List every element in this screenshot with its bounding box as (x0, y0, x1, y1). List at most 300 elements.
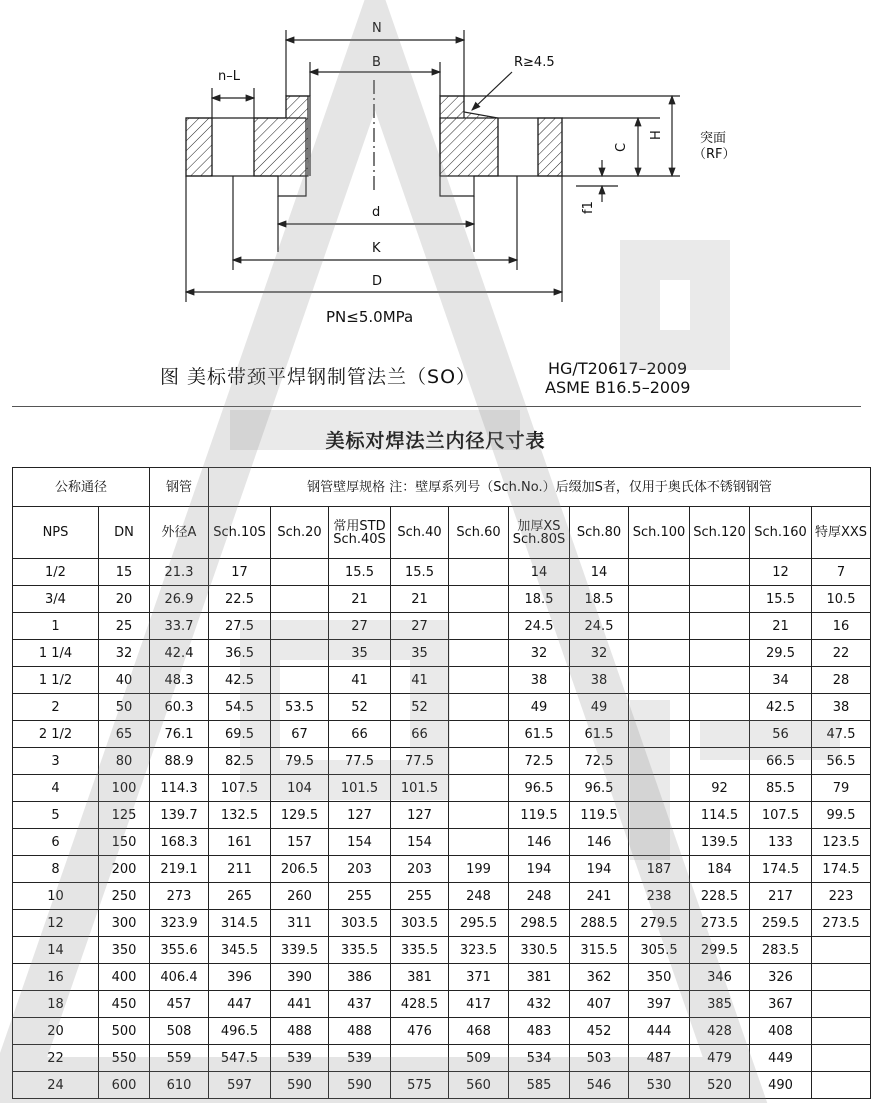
table-cell: 21 (750, 613, 812, 640)
table-cell: 487 (629, 1045, 690, 1072)
table-cell: 61.5 (570, 721, 629, 748)
column-header: Sch.80 (570, 507, 629, 559)
table-cell: 483 (509, 1018, 570, 1045)
table-cell: 18 (13, 991, 99, 1018)
table-cell: 76.1 (150, 721, 209, 748)
table-cell: 174.5 (750, 856, 812, 883)
table-cell: 6 (13, 829, 99, 856)
table-cell: 66 (391, 721, 449, 748)
table-cell: 96.5 (570, 775, 629, 802)
table-cell: 33.7 (150, 613, 209, 640)
table-cell: 38 (570, 667, 629, 694)
table-cell (690, 586, 750, 613)
table-cell (629, 559, 690, 586)
table-cell (629, 586, 690, 613)
table-cell: 437 (329, 991, 391, 1018)
table-cell (449, 829, 509, 856)
table-cell: 452 (570, 1018, 629, 1045)
table-cell: 305.5 (629, 937, 690, 964)
table-cell: 41 (391, 667, 449, 694)
table-row (13, 1072, 871, 1099)
table-cell: 406.4 (150, 964, 209, 991)
table-cell (690, 694, 750, 721)
table-cell: 407 (570, 991, 629, 1018)
table-cell (629, 694, 690, 721)
table-cell: 597 (209, 1072, 271, 1099)
table-cell (812, 1045, 871, 1072)
raised-face-label: 突面 (700, 131, 727, 146)
table-cell: 238 (629, 883, 690, 910)
table-cell: 24 (13, 1072, 99, 1099)
table-cell: 444 (629, 1018, 690, 1045)
table-cell: 449 (750, 1045, 812, 1072)
table-cell: 14 (509, 559, 570, 586)
table-cell: 61.5 (509, 721, 570, 748)
table-cell (629, 640, 690, 667)
table-cell: 397 (629, 991, 690, 1018)
table-cell (271, 613, 329, 640)
dim-f1-label: f1 (581, 201, 596, 214)
table-cell: 69.5 (209, 721, 271, 748)
dim-d-label: d (372, 205, 381, 220)
table-cell: 40 (99, 667, 150, 694)
table-cell: 32 (509, 640, 570, 667)
table-cell: 56.5 (812, 748, 871, 775)
table-cell: 199 (449, 856, 509, 883)
table-cell: 129.5 (271, 802, 329, 829)
table-cell: 390 (271, 964, 329, 991)
table-cell: 265 (209, 883, 271, 910)
table-cell: 1 1/4 (13, 640, 99, 667)
table-cell: 60.3 (150, 694, 209, 721)
table-cell: 35 (329, 640, 391, 667)
table-cell: 590 (329, 1072, 391, 1099)
table-cell: 241 (570, 883, 629, 910)
table-cell: 447 (209, 991, 271, 1018)
table-cell: 168.3 (150, 829, 209, 856)
table-cell: 1/2 (13, 559, 99, 586)
column-header: Sch.20 (271, 507, 329, 559)
table-cell: 362 (570, 964, 629, 991)
table-cell: 610 (150, 1072, 209, 1099)
table-cell: 27 (329, 613, 391, 640)
table-row (13, 856, 871, 883)
table-cell: 133 (750, 829, 812, 856)
table-cell: 16 (13, 964, 99, 991)
table-cell: 79 (812, 775, 871, 802)
dim-K-label: K (372, 241, 381, 256)
table-cell (449, 559, 509, 586)
table-cell: 330.5 (509, 937, 570, 964)
table-cell: 38 (812, 694, 871, 721)
table-cell: 298.5 (509, 910, 570, 937)
table-cell: 114.3 (150, 775, 209, 802)
table-cell: 311 (271, 910, 329, 937)
table-cell (449, 694, 509, 721)
table-cell: 50 (99, 694, 150, 721)
table-cell (449, 613, 509, 640)
table-cell: 315.5 (570, 937, 629, 964)
table-cell: 127 (391, 802, 449, 829)
column-header: 常用STD Sch.40S (329, 507, 391, 559)
table-cell: 350 (99, 937, 150, 964)
table-cell: 16 (812, 613, 871, 640)
table-cell: 14 (13, 937, 99, 964)
table-cell: 123.5 (812, 829, 871, 856)
table-cell: 5 (13, 802, 99, 829)
table-cell: 335.5 (329, 937, 391, 964)
table-cell: 79.5 (271, 748, 329, 775)
table-cell: 54.5 (209, 694, 271, 721)
table-cell: 300 (99, 910, 150, 937)
table-cell: 21.3 (150, 559, 209, 586)
table-cell (690, 721, 750, 748)
table-cell: 24.5 (509, 613, 570, 640)
table-cell: 29.5 (750, 640, 812, 667)
table-cell: 248 (509, 883, 570, 910)
table-cell: 255 (391, 883, 449, 910)
table-cell: 66.5 (750, 748, 812, 775)
figure-caption: 图 美标带颈平焊钢制管法兰（SO） (160, 366, 477, 388)
table-cell: 32 (570, 640, 629, 667)
table-cell: 104 (271, 775, 329, 802)
table-cell: 25 (99, 613, 150, 640)
table-cell: 119.5 (570, 802, 629, 829)
table-row (13, 748, 871, 775)
table-cell: 77.5 (391, 748, 449, 775)
dim-H-label: H (649, 130, 664, 140)
radius-label: R≥4.5 (514, 55, 555, 70)
dim-B-label: B (372, 55, 381, 70)
table-cell: 114.5 (690, 802, 750, 829)
table-cell: 35 (391, 640, 449, 667)
table-cell: 28 (812, 667, 871, 694)
table-cell: 500 (99, 1018, 150, 1045)
table-cell: 303.5 (391, 910, 449, 937)
table-cell (629, 667, 690, 694)
table-cell: 546 (570, 1072, 629, 1099)
table-cell: 22 (812, 640, 871, 667)
table-cell: 273.5 (812, 910, 871, 937)
table-cell: 18.5 (509, 586, 570, 613)
table-cell: 367 (750, 991, 812, 1018)
table-cell: 288.5 (570, 910, 629, 937)
table-row (13, 1045, 871, 1072)
table-cell: 248 (449, 883, 509, 910)
table-cell: 36.5 (209, 640, 271, 667)
column-header: Sch.100 (629, 507, 690, 559)
table-cell: 53.5 (271, 694, 329, 721)
table-cell: 350 (629, 964, 690, 991)
table-cell: 139.5 (690, 829, 750, 856)
table-cell: 32 (99, 640, 150, 667)
table-cell: 441 (271, 991, 329, 1018)
table-cell: 125 (99, 802, 150, 829)
table-cell: 559 (150, 1045, 209, 1072)
table-cell: 194 (509, 856, 570, 883)
table-cell: 72.5 (570, 748, 629, 775)
column-header: 特厚XXS (812, 507, 871, 559)
table-cell: 52 (391, 694, 449, 721)
table-cell: 26.9 (150, 586, 209, 613)
column-header: Sch.10S (209, 507, 271, 559)
table-cell: 15.5 (329, 559, 391, 586)
table-cell: 99.5 (812, 802, 871, 829)
column-header: DN (99, 507, 150, 559)
table-cell: 539 (271, 1045, 329, 1072)
table-cell: 82.5 (209, 748, 271, 775)
table-cell: 154 (329, 829, 391, 856)
table-cell: 217 (750, 883, 812, 910)
table-cell: 2 1/2 (13, 721, 99, 748)
table-cell: 194 (570, 856, 629, 883)
table-cell (449, 775, 509, 802)
rf-label: （RF） (693, 147, 736, 162)
table-row (13, 883, 871, 910)
table-cell: 200 (99, 856, 150, 883)
table-cell: 3 (13, 748, 99, 775)
table-cell (449, 802, 509, 829)
pipe-header: 钢管 (150, 468, 209, 507)
table-cell: 260 (271, 883, 329, 910)
column-header: Sch.160 (750, 507, 812, 559)
table-cell: 590 (271, 1072, 329, 1099)
standard-hg: HG/T20617–2009 (548, 359, 688, 378)
table-cell (629, 748, 690, 775)
table-cell: 600 (99, 1072, 150, 1099)
table-cell: 48.3 (150, 667, 209, 694)
table-cell: 323.9 (150, 910, 209, 937)
column-header: NPS (13, 507, 99, 559)
table-cell (449, 748, 509, 775)
table-cell: 323.5 (449, 937, 509, 964)
table-cell (629, 613, 690, 640)
table-cell (449, 586, 509, 613)
table-cell: 488 (271, 1018, 329, 1045)
table-cell: 8 (13, 856, 99, 883)
table-cell: 476 (391, 1018, 449, 1045)
table-cell: 279.5 (629, 910, 690, 937)
table-cell: 417 (449, 991, 509, 1018)
table-cell: 299.5 (690, 937, 750, 964)
table-row (13, 559, 871, 586)
table-cell: 396 (209, 964, 271, 991)
table-cell (629, 775, 690, 802)
table-cell: 47.5 (812, 721, 871, 748)
pressure-label: PN≤5.0MPa (326, 308, 414, 326)
table-cell: 314.5 (209, 910, 271, 937)
table-cell: 21 (329, 586, 391, 613)
table-row (13, 775, 871, 802)
table-cell: 20 (13, 1018, 99, 1045)
table-cell: 219.1 (150, 856, 209, 883)
table-cell: 42.4 (150, 640, 209, 667)
column-header: Sch.40 (391, 507, 449, 559)
table-cell: 49 (570, 694, 629, 721)
table-row (13, 802, 871, 829)
table-row (13, 586, 871, 613)
table-cell: 27 (391, 613, 449, 640)
table-cell: 428 (690, 1018, 750, 1045)
table-cell: 355.6 (150, 937, 209, 964)
dim-N-label: N (372, 21, 382, 36)
table-cell (812, 1072, 871, 1099)
table-cell (271, 586, 329, 613)
table-cell: 211 (209, 856, 271, 883)
table-cell: 432 (509, 991, 570, 1018)
table-cell: 550 (99, 1045, 150, 1072)
table-cell (629, 721, 690, 748)
table-cell: 7 (812, 559, 871, 586)
table-cell: 100 (99, 775, 150, 802)
table-cell: 530 (629, 1072, 690, 1099)
table-cell: 146 (570, 829, 629, 856)
table-row (13, 640, 871, 667)
table-cell: 10.5 (812, 586, 871, 613)
table-cell: 575 (391, 1072, 449, 1099)
table-cell: 119.5 (509, 802, 570, 829)
table-cell: 14 (570, 559, 629, 586)
table-cell (812, 991, 871, 1018)
table-cell: 187 (629, 856, 690, 883)
table-cell: 154 (391, 829, 449, 856)
table-title: 美标对焊法兰内径尺寸表 (325, 430, 546, 452)
table-cell: 534 (509, 1045, 570, 1072)
table-cell: 223 (812, 883, 871, 910)
table-cell: 92 (690, 775, 750, 802)
table-row (13, 667, 871, 694)
table-cell (690, 613, 750, 640)
table-cell: 457 (150, 991, 209, 1018)
table-cell: 273.5 (690, 910, 750, 937)
table-cell (812, 964, 871, 991)
table-cell (629, 829, 690, 856)
table-cell: 80 (99, 748, 150, 775)
table-cell (690, 667, 750, 694)
table-cell: 67 (271, 721, 329, 748)
table-cell: 20 (99, 586, 150, 613)
table-cell: 174.5 (812, 856, 871, 883)
table-cell (449, 640, 509, 667)
table-cell: 150 (99, 829, 150, 856)
table-cell: 345.5 (209, 937, 271, 964)
table-cell (690, 748, 750, 775)
table-cell: 335.5 (391, 937, 449, 964)
table-row (13, 694, 871, 721)
table-cell: 1 (13, 613, 99, 640)
table-cell: 2 (13, 694, 99, 721)
table-cell: 96.5 (509, 775, 570, 802)
table-cell: 184 (690, 856, 750, 883)
table-cell: 520 (690, 1072, 750, 1099)
table-cell: 339.5 (271, 937, 329, 964)
table-cell (812, 1018, 871, 1045)
table-row (13, 991, 871, 1018)
table-cell: 56 (750, 721, 812, 748)
table-cell (391, 1045, 449, 1072)
table-cell: 206.5 (271, 856, 329, 883)
table-cell: 101.5 (329, 775, 391, 802)
table-cell: 585 (509, 1072, 570, 1099)
table-cell: 107.5 (750, 802, 812, 829)
table-cell: 203 (391, 856, 449, 883)
table-cell: 386 (329, 964, 391, 991)
table-cell (449, 667, 509, 694)
table-cell: 385 (690, 991, 750, 1018)
table-cell: 132.5 (209, 802, 271, 829)
table-row (13, 721, 871, 748)
dimension-table (12, 467, 871, 1099)
table-cell: 488 (329, 1018, 391, 1045)
table-cell: 539 (329, 1045, 391, 1072)
table-cell: 34 (750, 667, 812, 694)
table-cell: 139.7 (150, 802, 209, 829)
table-cell: 283.5 (750, 937, 812, 964)
table-cell (271, 559, 329, 586)
table-cell: 560 (449, 1072, 509, 1099)
table-cell: 468 (449, 1018, 509, 1045)
table-cell: 15.5 (391, 559, 449, 586)
table-cell: 496.5 (209, 1018, 271, 1045)
table-cell: 15.5 (750, 586, 812, 613)
table-cell: 101.5 (391, 775, 449, 802)
table-cell: 346 (690, 964, 750, 991)
standard-asme: ASME B16.5–2009 (545, 378, 691, 397)
table-cell: 88.9 (150, 748, 209, 775)
table-cell (271, 667, 329, 694)
table-cell: 203 (329, 856, 391, 883)
table-cell: 490 (750, 1072, 812, 1099)
table-cell: 49 (509, 694, 570, 721)
column-header: Sch.60 (449, 507, 509, 559)
table-cell (690, 640, 750, 667)
table-row (13, 937, 871, 964)
dim-D-label: D (372, 274, 383, 289)
column-header: 外径A (150, 507, 209, 559)
table-cell: 295.5 (449, 910, 509, 937)
table-cell: 303.5 (329, 910, 391, 937)
table-cell: 1 1/2 (13, 667, 99, 694)
table-cell (271, 640, 329, 667)
dim-C-label: C (614, 142, 629, 152)
table-cell: 38 (509, 667, 570, 694)
table-row (13, 964, 871, 991)
table-cell: 77.5 (329, 748, 391, 775)
table-cell: 17 (209, 559, 271, 586)
table-cell: 503 (570, 1045, 629, 1072)
table-cell: 228.5 (690, 883, 750, 910)
flange-drawing (0, 0, 871, 400)
section-divider (12, 406, 861, 407)
table-cell: 65 (99, 721, 150, 748)
table-row (13, 910, 871, 937)
nominal-size-header: 公称通径 (13, 468, 150, 507)
table-cell: 52 (329, 694, 391, 721)
table-cell: 479 (690, 1045, 750, 1072)
table-cell: 408 (750, 1018, 812, 1045)
table-cell: 250 (99, 883, 150, 910)
table-cell: 428.5 (391, 991, 449, 1018)
table-cell: 255 (329, 883, 391, 910)
table-cell: 22 (13, 1045, 99, 1072)
column-header: Sch.120 (690, 507, 750, 559)
table-cell: 547.5 (209, 1045, 271, 1072)
table-cell (812, 937, 871, 964)
column-header: 加厚XS Sch.80S (509, 507, 570, 559)
table-cell: 107.5 (209, 775, 271, 802)
table-cell: 42.5 (209, 667, 271, 694)
table-cell: 4 (13, 775, 99, 802)
